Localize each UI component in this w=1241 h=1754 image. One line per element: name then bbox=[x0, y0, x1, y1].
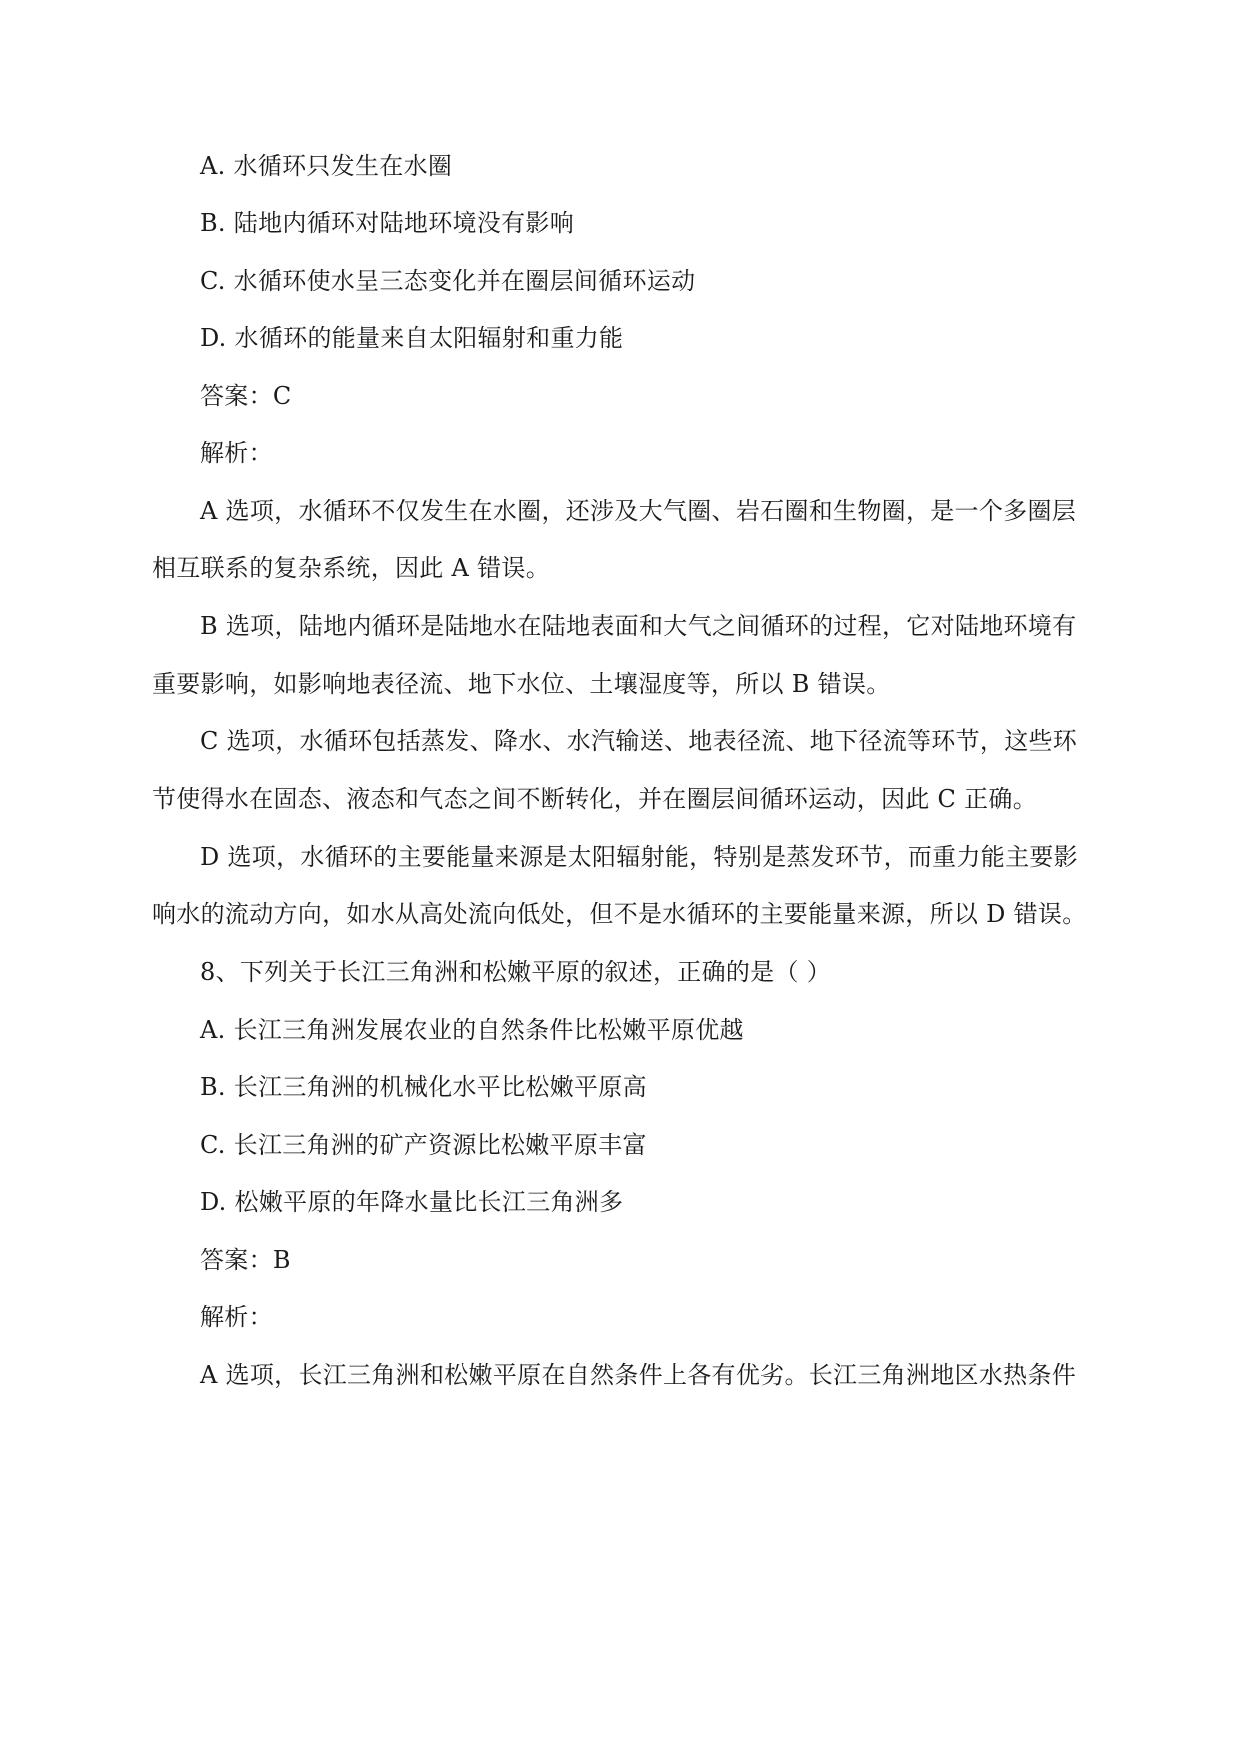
q7-analysis-line: D 选项，水循环的主要能量来源是太阳辐射能，特别是蒸发环节，而重力能主要影 bbox=[200, 843, 1078, 871]
q7-option-b: B. 陆地内循环对陆地环境没有影响 bbox=[200, 209, 574, 237]
q8-option-b: B. 长江三角洲的机械化水平比松嫩平原高 bbox=[200, 1073, 647, 1101]
q7-analysis-line: 响水的流动方向，如水从高处流向低处，但不是水循环的主要能量来源，所以 D 错误。 bbox=[152, 900, 1087, 928]
q7-analysis-line: 节使得水在固态、液态和气态之间不断转化，并在圈层间循环运动，因此 C 正确。 bbox=[152, 785, 1038, 813]
q7-analysis-line: 重要影响，如影响地表径流、地下水位、土壤湿度等，所以 B 错误。 bbox=[152, 670, 891, 698]
q8-option-c: C. 长江三角洲的矿产资源比松嫩平原丰富 bbox=[200, 1131, 647, 1159]
q7-option-d: D. 水循环的能量来自太阳辐射和重力能 bbox=[200, 324, 624, 352]
q8-answer: 答案：B bbox=[200, 1246, 291, 1274]
q7-option-c: C. 水循环使水呈三态变化并在圈层间循环运动 bbox=[200, 267, 696, 295]
q7-answer: 答案：C bbox=[200, 382, 292, 410]
q7-analysis-label: 解析： bbox=[200, 439, 273, 467]
q8-question: 8、下列关于长江三角洲和松嫩平原的叙述，正确的是（ ） bbox=[200, 958, 831, 986]
q7-analysis-line: C 选项，水循环包括蒸发、降水、水汽输送、地表径流、地下径流等环节，这些环 bbox=[200, 727, 1078, 755]
q7-analysis-line: B 选项，陆地内循环是陆地水在陆地表面和大气之间循环的过程，它对陆地环境有 bbox=[200, 612, 1077, 640]
q7-analysis-line: 相互联系的复杂系统，因此 A 错误。 bbox=[152, 554, 550, 582]
q8-option-a: A. 长江三角洲发展农业的自然条件比松嫩平原优越 bbox=[200, 1016, 744, 1044]
q8-option-d: D. 松嫩平原的年降水量比长江三角洲多 bbox=[200, 1188, 624, 1216]
q7-option-a: A. 水循环只发生在水圈 bbox=[200, 152, 453, 180]
q8-analysis-line: A 选项，长江三角洲和松嫩平原在自然条件上各有优劣。长江三角洲地区水热条件 bbox=[200, 1361, 1077, 1389]
q7-analysis-line: A 选项，水循环不仅发生在水圈，还涉及大气圈、岩石圈和生物圈，是一个多圈层 bbox=[200, 497, 1077, 525]
q8-analysis-label: 解析： bbox=[200, 1303, 273, 1331]
